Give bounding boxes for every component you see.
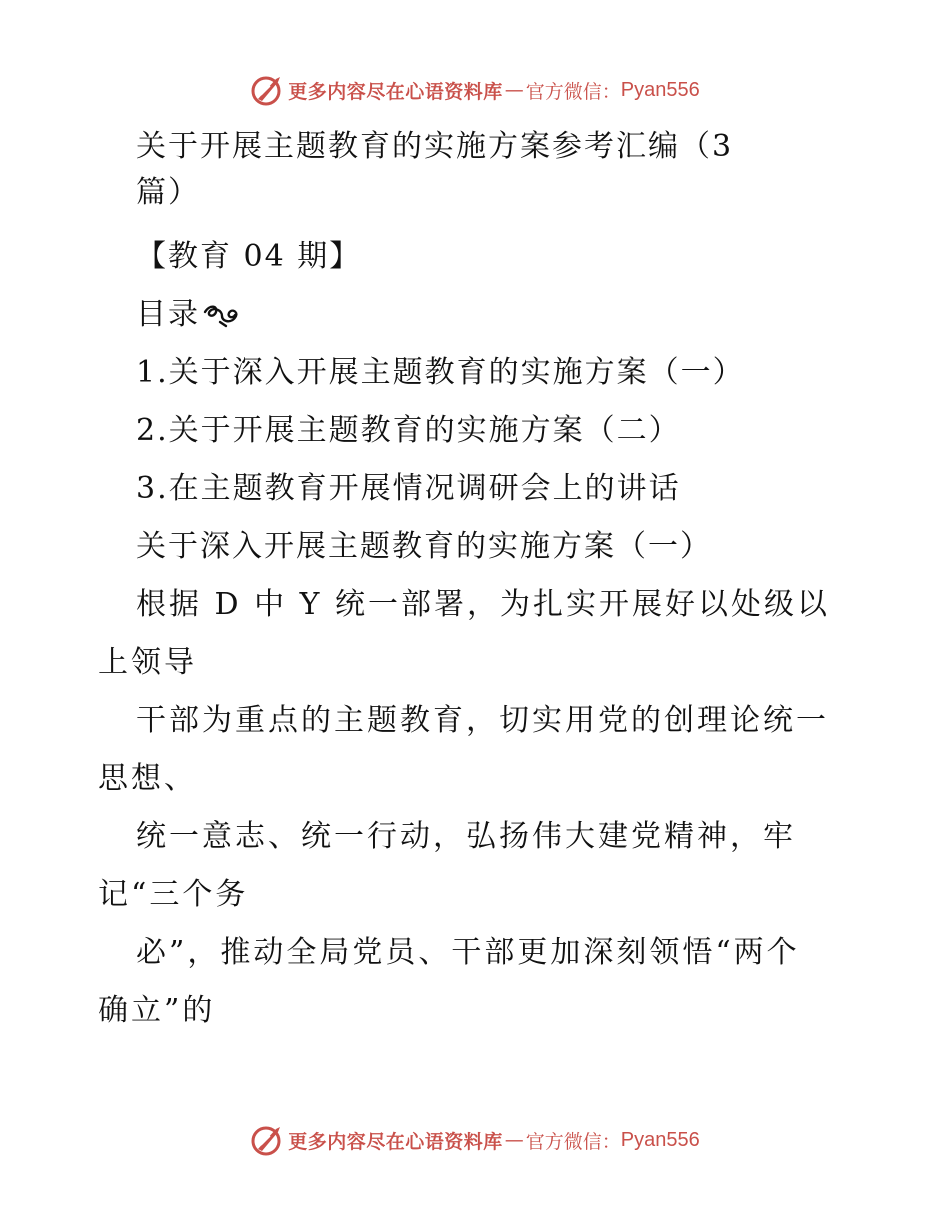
body-line: 根据 D 中 Y 统一部署，为扎实开展好以处级以 bbox=[136, 587, 831, 622]
toc-list bbox=[98, 344, 858, 518]
toc-heading-text: 目录 bbox=[136, 297, 200, 332]
banner-wechat-id: Pyan556 bbox=[620, 78, 700, 101]
body-line: 思想、 bbox=[98, 761, 197, 796]
banner-wechat-id: Pyan556 bbox=[620, 1128, 700, 1151]
banner-dash: — bbox=[504, 1129, 524, 1151]
title-line-1: 关于开展主题教育的实施方案参考汇编（3 bbox=[136, 129, 734, 164]
quill-pen-logo-icon bbox=[250, 73, 284, 107]
banner-dash: — bbox=[504, 79, 524, 101]
section-heading: 关于深入开展主题教育的实施方案（一） bbox=[136, 529, 712, 564]
body-line: 上领导 bbox=[98, 645, 197, 680]
toc-item[interactable]: 1.关于深入开展主题教育的实施方案（一） bbox=[136, 355, 745, 390]
banner-wechat-label: 官方微信： bbox=[525, 1130, 621, 1153]
toc-heading bbox=[98, 286, 858, 344]
issue-label: 【教育 04 期】 bbox=[136, 239, 362, 274]
toc-item[interactable]: 3.在主题教育开展情况调研会上的讲话 bbox=[136, 471, 681, 506]
banner-wechat-label: 官方微信： bbox=[525, 80, 621, 103]
body-line: 确立”的 bbox=[98, 993, 216, 1028]
ornamental-flourish-icon bbox=[202, 302, 240, 328]
header-banner bbox=[0, 70, 950, 110]
body-line: 记“三个务 bbox=[98, 877, 249, 912]
quill-pen-logo-icon bbox=[250, 1123, 284, 1157]
toc-item[interactable]: 2.关于开展主题教育的实施方案（二） bbox=[136, 413, 681, 448]
body-line: 统一意志、统一行动，弘扬伟大建党精神，牢 bbox=[136, 819, 796, 854]
title-line-2: 篇） bbox=[136, 175, 200, 210]
document-body bbox=[98, 124, 858, 1040]
body-line: 干部为重点的主题教育，切实用党的创理论统一 bbox=[136, 703, 829, 738]
footer-banner bbox=[0, 1120, 950, 1160]
banner-brand-text: 更多内容尽在心语资料库 bbox=[288, 80, 503, 103]
body-line: 必”，推动全局党员、干部更加深刻领悟“两个 bbox=[136, 935, 800, 970]
banner-brand-text: 更多内容尽在心语资料库 bbox=[288, 1130, 503, 1153]
body-paragraph bbox=[98, 576, 858, 1040]
document-title bbox=[98, 124, 858, 216]
